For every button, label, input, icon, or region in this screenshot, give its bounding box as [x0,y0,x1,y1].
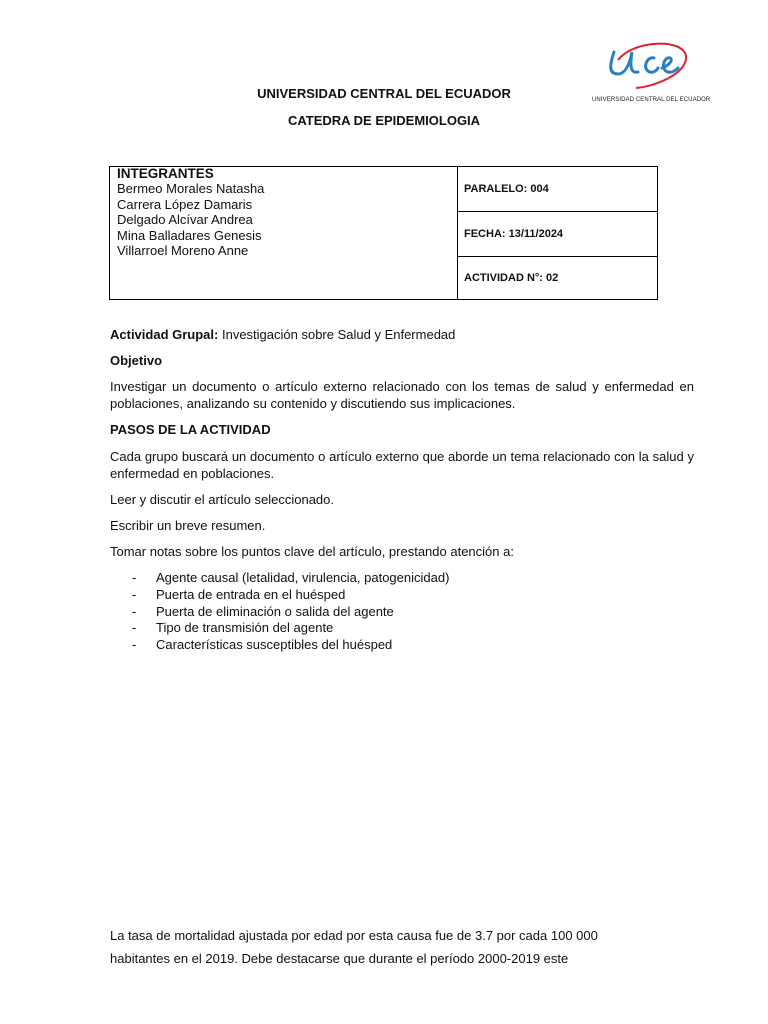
member-name: Bermeo Morales Natasha [117,181,265,196]
list-item-text: Tipo de transmisión del agente [156,620,334,636]
list-item [110,604,694,621]
list-item-text: Puerta de entrada en el huésped [156,586,346,602]
bullet-dash: - [132,603,137,619]
course-title: CATEDRA DE EPIDEMIOLOGIA [287,113,481,128]
actividad-cell: ACTIVIDAD N°: 02 [464,272,559,284]
member-name: Delgado Alcívar Andrea [117,212,253,227]
footer-line: La tasa de mortalidad ajustada por edad por esta causa fue de 3.7 por cada 100 000 [110,928,598,943]
member-name: Villarroel Moreno Anne [117,243,249,258]
objective-heading: Objetivo [110,353,163,368]
step-text: Cada grupo buscará un documento o artículo externo que aborde un tema relacionado con la salud y enfermedad en poblaciones. [110,449,694,481]
footer-line: habitantes en el 2019. Debe destacarse que durante el período 2000-2019 este [110,951,569,966]
bullet-dash: - [132,570,137,585]
steps-heading: PASOS DE LA ACTIVIDAD [110,422,271,437]
activity-line [110,326,694,343]
university-title: UNIVERSIDAD CENTRAL DEL ECUADOR [257,86,511,101]
members-heading: INTEGRANTES [117,166,214,181]
paralelo-cell: PARALELO: 004 [458,167,657,212]
fecha-cell: FECHA: 13/11/2024 [458,212,657,257]
member-name: Carrera López Damaris [117,196,253,212]
list-item-text: Puerta de eliminación o salida del agente [156,603,394,619]
info-table [109,166,658,300]
list-item [110,587,694,604]
activity-label: Actividad Grupal: [110,327,219,342]
step-text: Escribir un breve resumen. [110,518,266,533]
objective-text: Investigar un documento o artículo externo relacionado con los temas de salud y enfermedad en poblaciones, analizando su contenido y discutiendo sus implicaciones. [110,379,694,411]
members-cell [110,167,458,299]
list-item-text: Agente causal (letalidad, virulencia, patogenicidad) [156,570,450,585]
step-text: Leer y discutir el artículo seleccionado. [110,492,335,507]
key-points-list [110,570,694,654]
bullet-dash: - [132,637,137,653]
list-item [110,570,694,587]
step-text: Tomar notas sobre los puntos clave del artículo, prestando atención a: [110,544,514,559]
bullet-dash: - [132,586,137,602]
list-item [110,620,694,637]
list-item-text: Características susceptibles del huésped [156,637,393,653]
activity-text: Investigación sobre Salud y Enfermedad [218,327,456,342]
logo-caption: UNIVERSIDAD CENTRAL DEL ECUADOR [592,97,711,103]
bullet-dash: - [132,620,137,636]
member-name: Mina Balladares Genesis [117,227,262,243]
list-item [110,637,694,654]
